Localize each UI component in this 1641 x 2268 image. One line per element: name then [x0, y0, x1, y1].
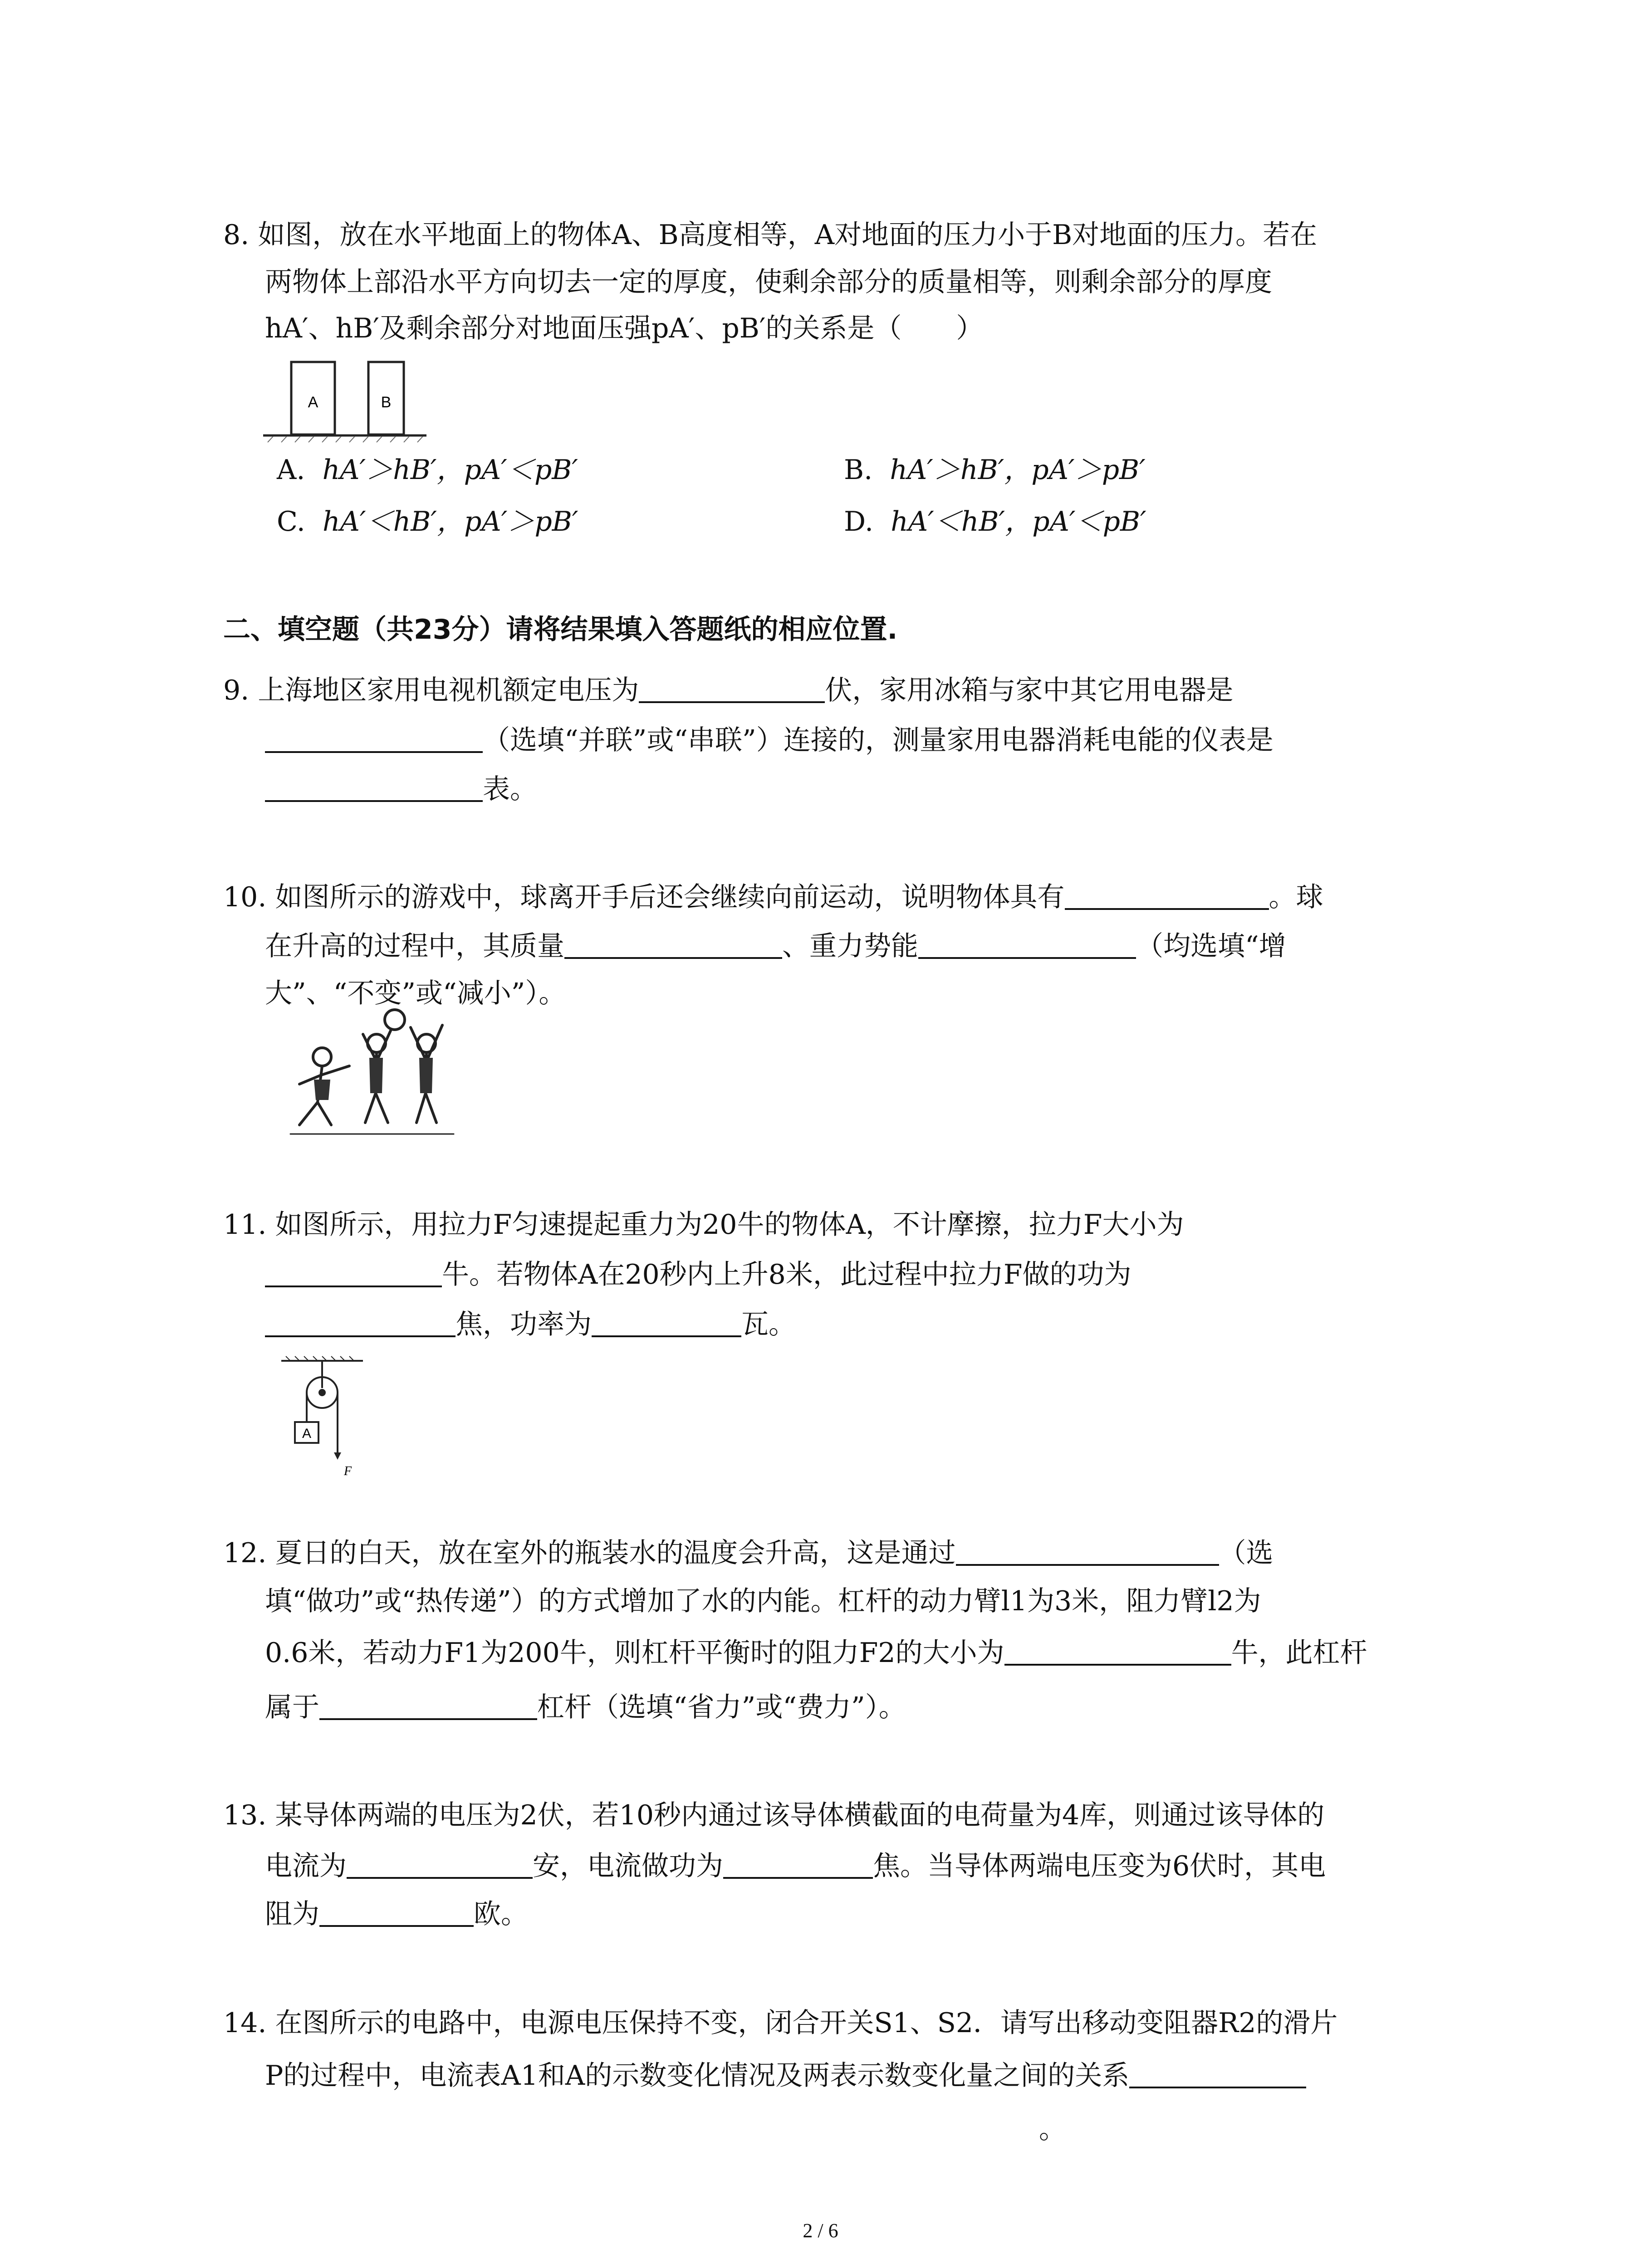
q12-line-2: 填“做功”或“热传递”）的方式增加了水的内能。杠杆的动力臂l1为3米，阻力臂l2为: [265, 1585, 1261, 1617]
q8-option-c: C. hA′＜hB′，pA′＞pB′: [277, 506, 578, 538]
q10-blank-1[interactable]: [1065, 881, 1269, 910]
q9-line-3: 表。: [265, 771, 537, 807]
q8-text-1: 如图，放在水平地面上的物体A、B高度相等，A对地面的压力小于B对地面的压力。若在: [258, 219, 1318, 251]
q11-figure-pulley: [281, 1356, 372, 1483]
q13-line-1: 13. 某导体两端的电压为2伏，若10秒内通过该导体横截面的电荷量为4库，则通过该导体的: [223, 1799, 1325, 1831]
q8-option-b: B. hA′＞hB′，pA′＞pB′: [844, 454, 1146, 486]
q12-line-4: 属于 杠杆（选填“省力”或“费力”）。: [265, 1691, 906, 1723]
q14-line-1: 14. 在图所示的电路中，电源电压保持不变，闭合开关S1、S2．请写出移动变阻器R2的滑片: [223, 2007, 1338, 2039]
q13-blank-2[interactable]: [723, 1850, 873, 1879]
q12-line-1: 12. 夏日的白天，放在室外的瓶装水的温度会升高，这是通过 （选: [223, 1537, 1274, 1569]
q10-line-2: 在升高的过程中，其质量 、重力势能 （均选填“增: [265, 930, 1286, 962]
q8-option-d: D. hA′＜hB′，pA′＜pB′: [844, 506, 1146, 538]
q9-blank-3[interactable]: [265, 773, 483, 802]
q10-blank-2[interactable]: [564, 930, 782, 959]
q12-blank-3[interactable]: [319, 1691, 537, 1720]
q12-line-3: 0.6米，若动力F1为200牛，则杠杆平衡时的阻力F2的大小为 牛，此杠杆: [265, 1637, 1367, 1669]
q9-blank-2[interactable]: [265, 724, 483, 753]
q13-number: 13.: [223, 1799, 267, 1831]
q11-blank-1[interactable]: [265, 1258, 442, 1287]
section-2-heading: 二、填空题（共23分）请将结果填入答题纸的相应位置.: [223, 614, 898, 645]
q14-blank-1[interactable]: [1129, 2059, 1306, 2088]
q8-figure-label-a: A: [308, 394, 318, 411]
q11-number: 11.: [223, 1209, 267, 1241]
q13-blank-1[interactable]: [347, 1850, 533, 1879]
q14-line-2: P的过程中，电流表A1和A的示数变化情况及两表示数变化量之间的关系: [265, 2058, 1306, 2094]
q10-figure-children-ball-game: [272, 1007, 463, 1152]
q9-blank-1[interactable]: [639, 674, 825, 703]
q13-line-2: 电流为 安，电流做功为 焦。当导体两端电压变为6伏时，其电: [265, 1850, 1326, 1882]
q13-line-3: 阻为 欧。: [265, 1898, 528, 1930]
q14-line-3: 。: [1039, 2113, 1066, 2145]
q9-line-1: 9. 上海地区家用电视机额定电压为 伏，家用冰箱与家中其它用电器是: [223, 675, 1234, 706]
q12-blank-2[interactable]: [1004, 1637, 1231, 1666]
q10-blank-3[interactable]: [918, 930, 1136, 959]
q11-figure-label-a: A: [302, 1426, 312, 1441]
page-number: 2 / 6: [803, 2219, 838, 2242]
q10-number: 10.: [223, 881, 267, 913]
q10-line-1: 10. 如图所示的游戏中，球离开手后还会继续向前运动，说明物体具有 。球: [223, 881, 1323, 913]
q8-option-a: A. hA′＞hB′，pA′＜pB′: [277, 454, 578, 486]
q8-number: 8.: [223, 219, 250, 251]
q14-number: 14.: [223, 2007, 267, 2039]
q8-line-1: [223, 217, 1317, 253]
q12-number: 12.: [223, 1537, 267, 1569]
q8-figure-label-b: B: [381, 394, 392, 411]
q11-line-2: 牛。若物体A在20秒内上升8米，此过程中拉力F做的功为: [265, 1256, 1131, 1293]
q9-line-2: （选填“并联”或“串联”）连接的，测量家用电器消耗电能的仪表是: [265, 722, 1274, 758]
q11-line-1: 11. 如图所示，用拉力F匀速提起重力为20牛的物体A，不计摩擦，拉力F大小为: [223, 1209, 1184, 1241]
q11-figure-label-f: F: [344, 1464, 352, 1478]
q12-blank-1[interactable]: [956, 1537, 1219, 1566]
q8-line-2: 两物体上部沿水平方向切去一定的厚度，使剩余部分的质量相等，则剩余部分的厚度: [265, 266, 1272, 298]
q11-line-3: 焦，功率为 瓦。: [265, 1306, 796, 1343]
q13-blank-3[interactable]: [319, 1898, 474, 1927]
q8-line-3: hA′、hB′及剩余部分对地面压强pA′、pB′的关系是（ ）: [265, 313, 984, 344]
q8-figure-blocks: [263, 358, 426, 449]
q10-line-3: 大”、“不变”或“减小”）。: [265, 978, 566, 1009]
q11-blank-2[interactable]: [265, 1308, 456, 1337]
q9-number: 9.: [223, 675, 250, 706]
q11-blank-3[interactable]: [592, 1308, 741, 1337]
